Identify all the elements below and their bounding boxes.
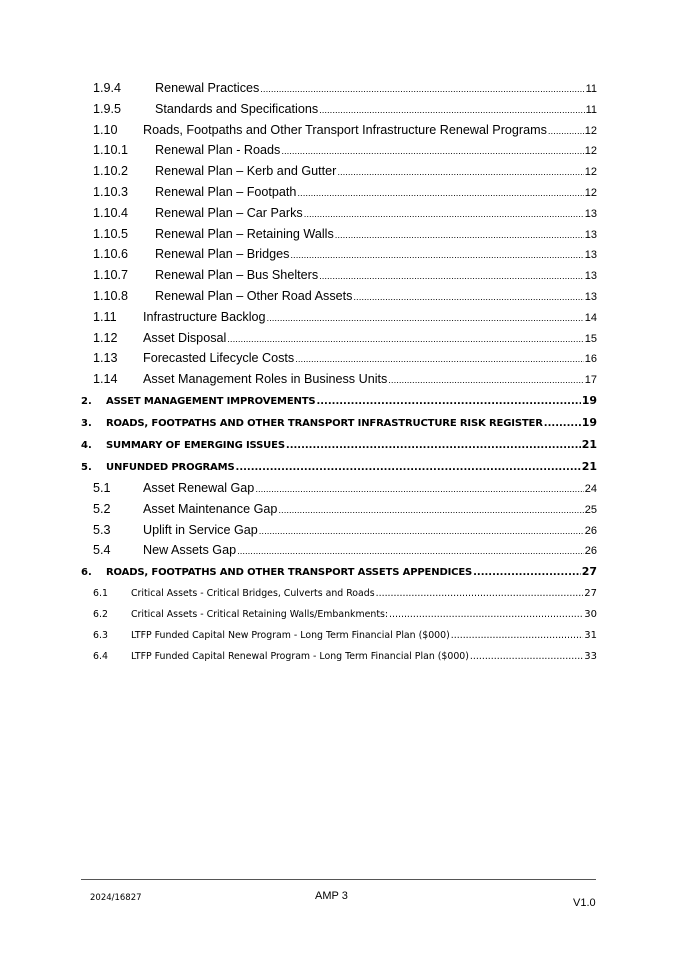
toc-entry-number: 1.10.4	[93, 205, 129, 220]
toc-entry-page: 19	[581, 415, 597, 429]
toc-dot-leader	[316, 391, 580, 412]
toc-entry-page: 19	[581, 393, 597, 407]
toc-entry[interactable]	[81, 625, 597, 646]
toc-dot-leader	[295, 350, 584, 369]
toc-entry[interactable]	[81, 224, 597, 245]
toc-entry-title: Renewal Plan – Bridges	[155, 247, 290, 262]
toc-entry-title: Standards and Specifications	[155, 101, 319, 116]
toc-entry-title: Renewal Plan – Car Parks	[155, 205, 303, 220]
toc-entry[interactable]	[81, 182, 597, 203]
toc-entry-page: 11	[585, 103, 597, 116]
toc-entry-number: 1.10.7	[93, 268, 129, 283]
toc-entry[interactable]	[81, 307, 597, 328]
toc-entry[interactable]	[81, 604, 597, 625]
toc-entry[interactable]	[81, 161, 597, 182]
toc-entry[interactable]	[81, 328, 597, 349]
toc-entry-number: 5.1	[93, 480, 111, 495]
toc-entry[interactable]	[81, 140, 597, 161]
toc-entry[interactable]	[81, 78, 597, 99]
toc-entry-page: 12	[584, 186, 597, 199]
toc-entry-title: ASSET MANAGEMENT IMPROVEMENTS	[106, 395, 316, 407]
toc-dot-leader	[544, 413, 581, 434]
toc-dot-leader	[267, 309, 584, 328]
toc-entry[interactable]	[81, 348, 597, 369]
toc-entry-title: UNFUNDED PROGRAMS	[106, 461, 235, 473]
toc-entry-number: 6.4	[93, 651, 108, 663]
toc-entry-page: 33	[584, 651, 597, 663]
toc-entry-number: 1.11	[93, 309, 117, 324]
toc-entry[interactable]	[81, 390, 597, 412]
toc-entry-page: 13	[584, 249, 597, 262]
toc-entry-number: 1.13	[93, 351, 118, 366]
toc-dot-leader	[290, 246, 583, 265]
toc-entry-title: ROADS, FOOTPATHS AND OTHER TRANSPORT ASSETS APPENDICES	[106, 567, 473, 579]
toc-entry[interactable]	[81, 244, 597, 265]
footer-version: V1.0	[573, 897, 596, 909]
toc-entry-title: SUMMARY OF EMERGING ISSUES	[106, 439, 285, 451]
toc-dot-leader	[376, 583, 584, 604]
toc-entry-title: Asset Maintenance Gap	[143, 501, 278, 516]
toc-dot-leader	[389, 604, 583, 625]
toc-entry[interactable]	[81, 478, 597, 499]
toc-entry-title: New Assets Gap	[143, 543, 237, 558]
toc-dot-leader	[227, 330, 583, 349]
toc-entry[interactable]	[81, 99, 597, 120]
toc-entry-page: 26	[584, 524, 597, 537]
toc-dot-leader	[286, 435, 581, 456]
table-of-contents	[81, 78, 597, 667]
toc-entry-number: 5.3	[93, 522, 111, 537]
toc-entry-number: 1.14	[93, 372, 118, 387]
toc-entry-number: 5.	[81, 461, 92, 473]
toc-entry[interactable]	[81, 646, 597, 667]
toc-entry[interactable]	[81, 265, 597, 286]
footer-title: AMP 3	[315, 890, 348, 902]
toc-entry-title: Critical Assets - Critical Retaining Walls/Embankments:	[131, 609, 389, 621]
toc-dot-leader	[278, 501, 583, 520]
toc-dot-leader	[259, 522, 584, 541]
toc-entry[interactable]	[81, 540, 597, 561]
toc-entry-title: Roads, Footpaths and Other Transport Infrastructure Renewal Programs	[143, 122, 547, 137]
toc-entry-title: Renewal Plan - Roads	[155, 143, 281, 158]
toc-dot-leader	[297, 184, 583, 203]
toc-dot-leader	[236, 457, 581, 478]
toc-entry-number: 1.9.4	[93, 81, 122, 95]
toc-entry-page: 11	[585, 83, 597, 95]
toc-dot-leader	[304, 205, 584, 224]
toc-dot-leader	[319, 101, 584, 120]
toc-entry-title: Asset Disposal	[143, 330, 227, 345]
toc-entry-number: 1.10.6	[93, 247, 129, 262]
toc-dot-leader	[260, 80, 584, 99]
toc-entry-page: 12	[584, 124, 597, 137]
toc-dot-leader	[388, 371, 583, 390]
toc-entry-title: Renewal Practices	[155, 81, 260, 95]
toc-entry-number: 6.3	[93, 630, 108, 642]
toc-entry-page: 12	[584, 166, 597, 179]
toc-dot-leader	[473, 562, 581, 583]
toc-entry[interactable]	[81, 434, 597, 456]
toc-entry-title: Renewal Plan – Retaining Walls	[155, 226, 334, 241]
toc-entry-page: 25	[584, 503, 597, 516]
toc-entry-number: 1.10.8	[93, 288, 129, 303]
toc-entry-page: 27	[581, 565, 597, 579]
toc-entry[interactable]	[81, 286, 597, 307]
toc-entry-title: Renewal Plan – Other Road Assets	[155, 288, 353, 303]
toc-entry-number: 1.10.2	[93, 164, 129, 179]
footer-doc-ref: 2024/16827	[90, 893, 142, 903]
toc-entry-page: 21	[581, 459, 597, 473]
toc-entry-number: 1.10.1	[93, 143, 129, 158]
toc-entry-title: Renewal Plan – Kerb and Gutter	[155, 164, 337, 179]
toc-entry-page: 26	[584, 545, 597, 558]
toc-entry-title: Asset Renewal Gap	[143, 480, 255, 495]
toc-dot-leader	[548, 122, 584, 141]
toc-entry-number: 1.9.5	[93, 101, 122, 116]
toc-entry-title: Forecasted Lifecycle Costs	[143, 351, 295, 366]
toc-dot-leader	[470, 646, 583, 667]
toc-entry-number: 4.	[81, 439, 92, 451]
toc-entry-number: 1.10.3	[93, 184, 129, 199]
toc-dot-leader	[237, 542, 584, 561]
toc-entry-title: Renewal Plan – Bus Shelters	[155, 268, 319, 283]
toc-entry-page: 30	[584, 609, 597, 621]
toc-entry[interactable]	[81, 456, 597, 478]
toc-entry-page: 13	[584, 228, 597, 241]
toc-entry-page: 24	[584, 482, 597, 495]
toc-entry-title: ROADS, FOOTPATHS AND OTHER TRANSPORT INFRASTRUCTURE RISK REGISTER	[106, 417, 543, 429]
toc-entry-title: Renewal Plan – Footpath	[155, 184, 297, 199]
toc-dot-leader	[337, 163, 583, 182]
toc-dot-leader	[451, 625, 583, 646]
toc-entry-title: Asset Management Roles in Business Units	[143, 372, 388, 387]
toc-dot-leader	[335, 226, 584, 245]
toc-entry-page: 15	[584, 332, 597, 345]
toc-entry-number: 1.10	[93, 122, 118, 137]
toc-dot-leader	[353, 288, 583, 307]
toc-dot-leader	[281, 142, 583, 161]
toc-entry[interactable]	[81, 583, 597, 604]
toc-entry-number: 6.	[81, 567, 92, 579]
toc-entry-page: 13	[584, 270, 597, 283]
toc-entry[interactable]	[81, 520, 597, 541]
toc-entry-page: 13	[584, 207, 597, 220]
toc-entry-number: 3.	[81, 417, 92, 429]
toc-entry[interactable]	[81, 412, 597, 434]
toc-entry-page: 16	[584, 353, 597, 366]
toc-entry-page: 13	[584, 290, 597, 303]
toc-entry-page: 21	[581, 437, 597, 451]
toc-entry-page: 17	[584, 374, 597, 387]
toc-entry-number: 6.2	[93, 609, 108, 621]
toc-entry-title: Infrastructure Backlog	[143, 309, 266, 324]
toc-entry[interactable]	[81, 561, 597, 583]
toc-entry-title: Uplift in Service Gap	[143, 522, 258, 537]
toc-entry[interactable]	[81, 120, 597, 141]
toc-entry-page: 27	[584, 588, 597, 600]
toc-entry-page: 31	[584, 630, 597, 642]
toc-entry-number: 1.12	[93, 330, 118, 345]
toc-entry-number: 1.10.5	[93, 226, 129, 241]
toc-entry-title: LTFP Funded Capital Renewal Program - Long Term Financial Plan ($000)	[131, 651, 469, 663]
footer-divider	[81, 879, 596, 880]
toc-entry-number: 5.4	[93, 543, 111, 558]
toc-entry-page: 14	[584, 311, 597, 324]
toc-dot-leader	[255, 480, 583, 499]
toc-entry-number: 2.	[81, 395, 92, 407]
toc-entry-number: 5.2	[93, 501, 111, 516]
toc-entry[interactable]	[81, 499, 597, 520]
toc-entry[interactable]	[81, 369, 597, 390]
toc-entry-title: Critical Assets - Critical Bridges, Culverts and Roads	[131, 588, 375, 600]
toc-dot-leader	[319, 267, 584, 286]
toc-entry-title: LTFP Funded Capital New Program - Long Term Financial Plan ($000)	[131, 630, 450, 642]
toc-entry[interactable]	[81, 203, 597, 224]
toc-entry-page: 12	[584, 145, 597, 158]
toc-entry-number: 6.1	[93, 588, 108, 600]
